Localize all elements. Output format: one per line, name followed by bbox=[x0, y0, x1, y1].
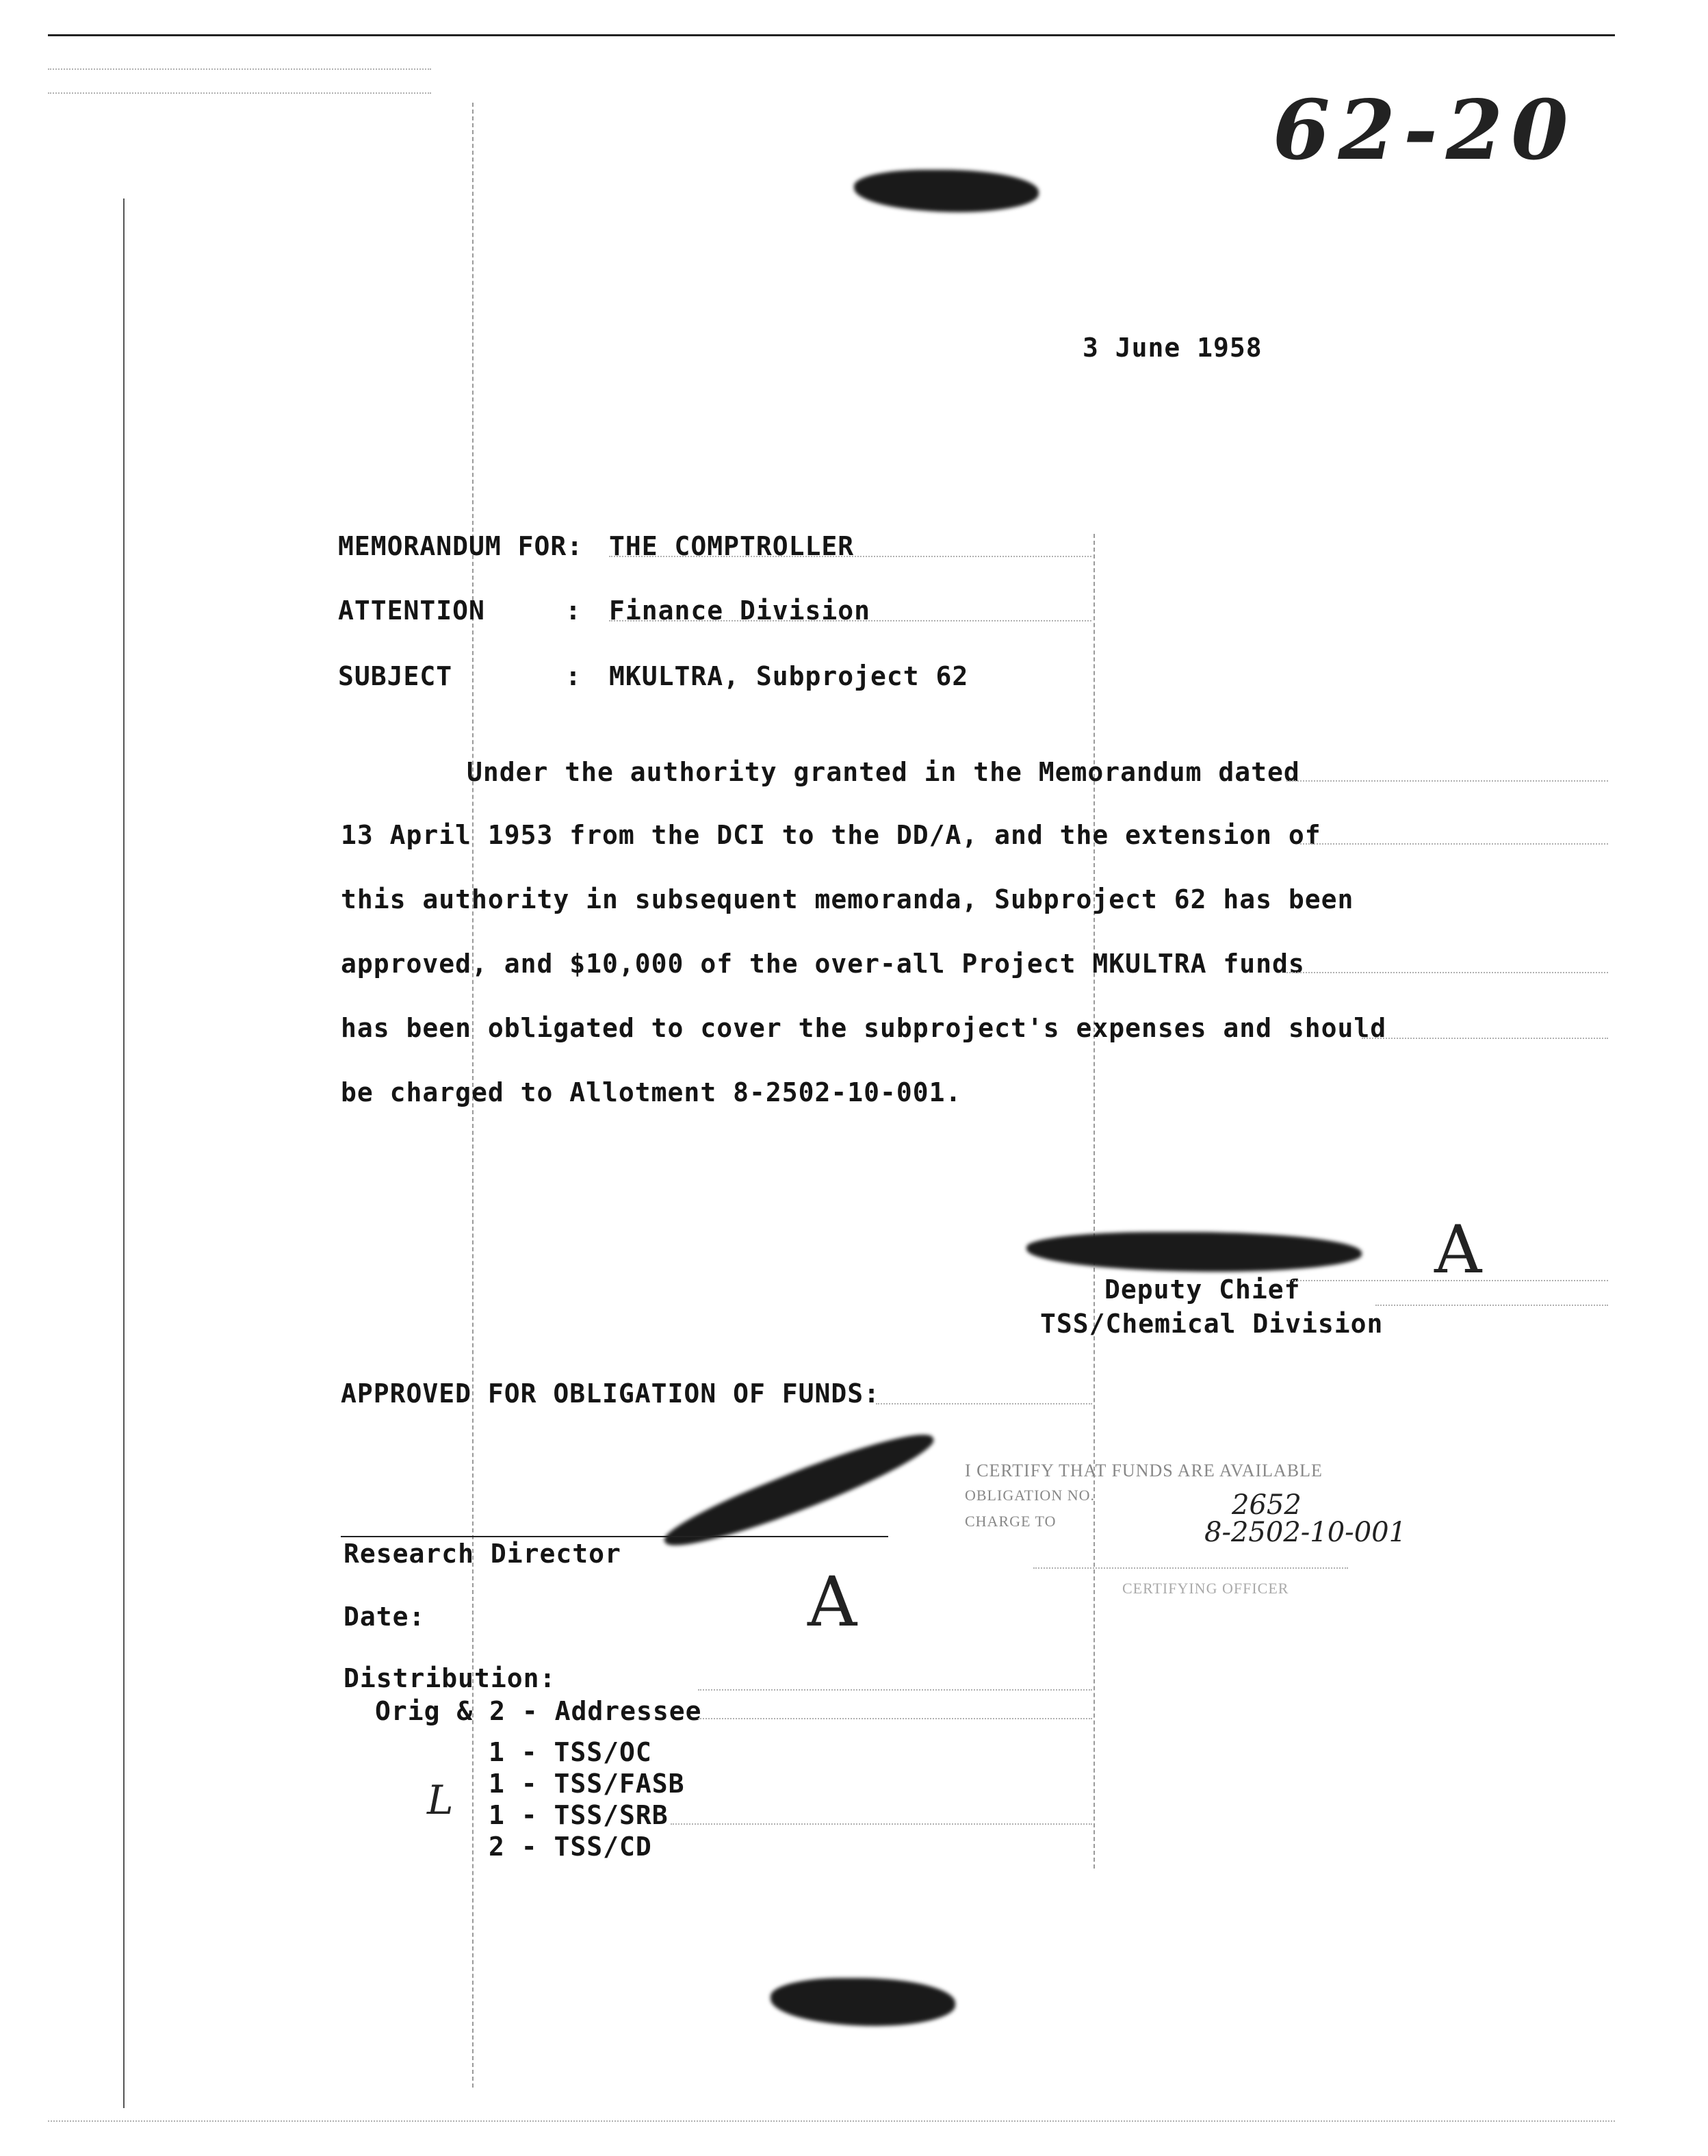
approval-signature-line bbox=[341, 1536, 888, 1537]
file-number-handwritten: 62-20 bbox=[1273, 82, 1577, 179]
distribution-guide-line bbox=[671, 1823, 1092, 1825]
redaction-approval-signature bbox=[659, 1419, 940, 1562]
attention-label: ATTENTION bbox=[338, 595, 485, 626]
left-margin-rule bbox=[123, 198, 126, 2108]
body-guide-line bbox=[1362, 1038, 1608, 1039]
approval-heading: APPROVED FOR OBLIGATION OF FUNDS: bbox=[341, 1378, 880, 1409]
signature-title: Deputy Chief bbox=[1104, 1274, 1301, 1305]
top-border-line bbox=[48, 34, 1615, 36]
certify-obligation-number: 2652 bbox=[1232, 1489, 1302, 1521]
body-line-6: be charged to Allotment 8-2502-10-001. bbox=[341, 1077, 962, 1107]
distribution-check-mark: L bbox=[427, 1777, 454, 1823]
body-guide-line bbox=[1286, 972, 1608, 973]
redaction-signature bbox=[1026, 1232, 1362, 1272]
redaction-bottom bbox=[771, 1978, 955, 2026]
distribution-guide-line bbox=[698, 1718, 1092, 1719]
approval-date-label: Date: bbox=[344, 1602, 426, 1632]
signature-guide-line bbox=[1286, 1280, 1608, 1281]
attention-separator: : bbox=[565, 595, 582, 626]
approval-initial-a: A bbox=[807, 1562, 857, 1642]
approval-signer-title: Research Director bbox=[344, 1539, 621, 1569]
memo-date: 3 June 1958 bbox=[1083, 333, 1263, 363]
header-guide-line bbox=[609, 556, 1091, 557]
signature-initial-a: A bbox=[1434, 1211, 1482, 1288]
header-guide-line bbox=[609, 620, 1091, 621]
certify-stamp-line-2: OBLIGATION NO. bbox=[965, 1487, 1095, 1504]
certify-allotment-handwritten: 8-2502-10-001 bbox=[1204, 1517, 1407, 1548]
subject-separator: : bbox=[565, 661, 582, 691]
body-line-5: has been obligated to cover the subproject's expenses and should bbox=[341, 1013, 1387, 1043]
body-line-2: 13 April 1953 from the DCI to the DD/A, and the extension of bbox=[341, 820, 1321, 850]
signature-guide-line bbox=[1375, 1305, 1608, 1306]
certify-stamp-line-4: CERTIFYING OFFICER bbox=[1122, 1580, 1289, 1597]
redaction-top bbox=[854, 170, 1039, 212]
distribution-item: 2 - TSS/CD bbox=[489, 1832, 652, 1862]
distribution-item: Orig & 2 - Addressee bbox=[375, 1696, 702, 1726]
attention-value: Finance Division bbox=[609, 595, 871, 626]
body-guide-line bbox=[1300, 843, 1608, 845]
guide-rule bbox=[1094, 534, 1096, 1869]
bottom-border-line bbox=[48, 2120, 1615, 2122]
distribution-item: 1 - TSS/OC bbox=[489, 1737, 652, 1767]
distribution-guide-line bbox=[698, 1689, 1092, 1691]
certify-stamp-line-3: CHARGE TO bbox=[965, 1513, 1057, 1530]
memorandum-for-label: MEMORANDUM FOR: bbox=[338, 531, 584, 561]
body-guide-line bbox=[1286, 780, 1608, 782]
approval-guide-line bbox=[876, 1403, 1092, 1404]
body-line-3: this authority in subsequent memoranda, Subproject 62 has been bbox=[341, 884, 1354, 914]
subject-value: MKULTRA, Subproject 62 bbox=[609, 661, 969, 691]
distribution-item: 1 - TSS/FASB bbox=[489, 1769, 685, 1799]
distribution-item: 1 - TSS/SRB bbox=[489, 1800, 669, 1830]
signature-division: TSS/Chemical Division bbox=[1040, 1309, 1384, 1339]
distribution-heading: Distribution: bbox=[344, 1663, 556, 1693]
subject-label: SUBJECT bbox=[338, 661, 453, 691]
certify-stamp-rule bbox=[1033, 1567, 1348, 1569]
header-noise-line bbox=[48, 92, 431, 94]
body-line-1: Under the authority granted in the Memorandum dated bbox=[467, 757, 1300, 787]
body-line-4: approved, and $10,000 of the over-all Project MKULTRA funds bbox=[341, 949, 1305, 979]
header-noise-line bbox=[48, 68, 431, 70]
certify-stamp-line-1: I CERTIFY THAT FUNDS ARE AVAILABLE bbox=[965, 1461, 1323, 1480]
memorandum-for-value: THE COMPTROLLER bbox=[609, 531, 855, 561]
